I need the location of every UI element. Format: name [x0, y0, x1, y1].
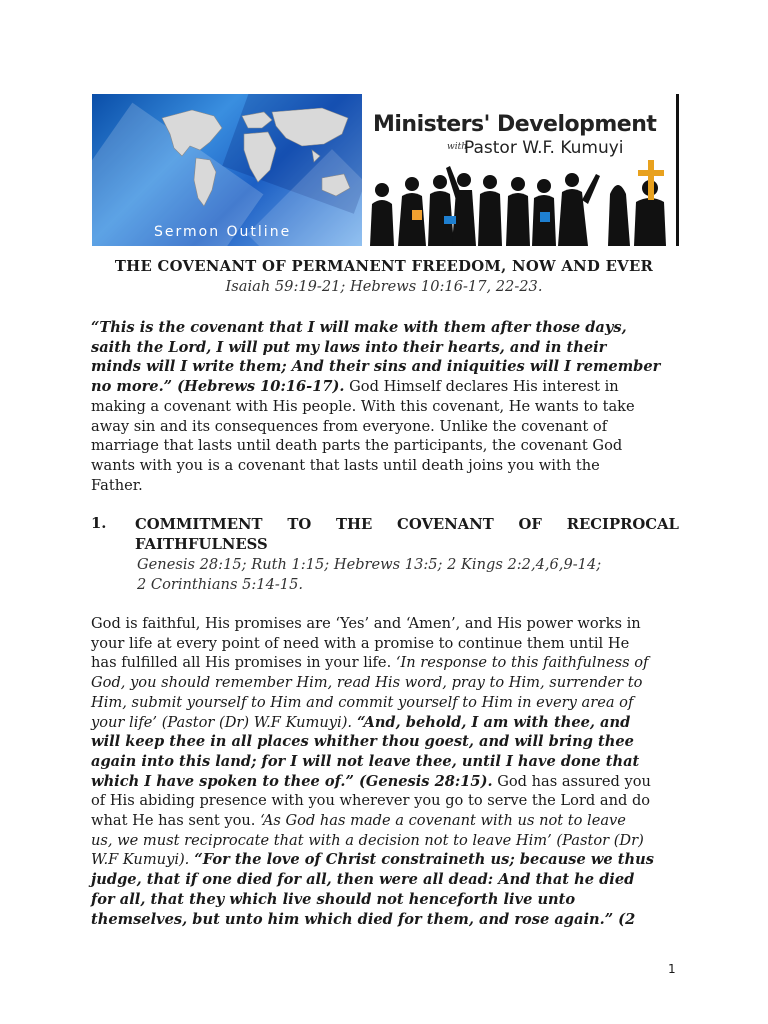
document-scripture-refs: Isaiah 59:19-21; Hebrews 10:16-17, 22-23.	[225, 278, 543, 295]
sermon-banner	[92, 94, 679, 246]
intro-line: wants with you is a covenant that lasts until death joins you with the	[91, 456, 600, 474]
intro-quote-line: “This is the covenant that I will make with them after those days,	[91, 319, 627, 336]
page-number: 1	[668, 962, 676, 976]
intro-quote-line: minds will I write them; And their sins and iniquities will I remember	[91, 358, 661, 376]
intro-quote-line: saith the Lord, I will put my laws into their hearts, and in their	[91, 338, 607, 356]
section-heading-line: FAITHFULNESS	[135, 536, 268, 553]
body-line: W.F Kumuyi). “For the love of Christ constraineth us; because we thus	[91, 851, 654, 869]
body-line: your life at every point of need with a promise to continue them until He	[91, 634, 630, 652]
sermon-outline-label: Sermon Outline	[154, 224, 292, 240]
intro-line: away sin and its consequences from everyone. Unlike the covenant of	[91, 417, 608, 435]
section-heading-line: COMMITMENT TO THE COVENANT OF RECIPROCAL	[135, 516, 679, 533]
body-line: of His abiding presence with you wherever you go to serve the Lord and do	[91, 792, 651, 810]
intro-line: making a covenant with His people. With this covenant, He wants to take	[91, 397, 635, 415]
ministers-silhouettes-icon	[360, 160, 676, 246]
body-line: which I have spoken to thee of.” (Genesis 28:15). God has assured you	[91, 772, 651, 790]
intro-paragraph	[91, 318, 679, 495]
section-scripture-refs: Genesis 28:15; Ruth 1:15; Hebrews 13:5; 2 Kings 2:2,4,6,9-14; 2 Corinthians 5:14-15.	[137, 556, 602, 593]
body-line: what He has sent you. ‘As God has made a covenant with us not to leave	[91, 812, 626, 830]
body-line: us, we must reciprocate that with a decision not to leave Him’ (Pastor (Dr)	[91, 831, 644, 849]
intro-line: Father.	[91, 476, 143, 494]
section-number: 1.	[91, 515, 107, 532]
intro-line: marriage that lasts until death parts the participants, the covenant God	[91, 437, 623, 455]
body-paragraph	[91, 614, 679, 929]
body-line: Him, submit yourself to Him and commit yourself to Him in every area of	[91, 693, 634, 711]
document-title: THE COVENANT OF PERMANENT FREEDOM, NOW AND EVER	[114, 258, 654, 275]
body-line: will keep thee in all places whither thou goest, and will bring thee	[91, 733, 634, 751]
body-line: for all, that they which live should not henceforth live unto	[91, 890, 576, 908]
banner-with-text: with	[447, 142, 467, 152]
section-heading	[135, 515, 679, 555]
body-line: themselves, but unto him which died for them, and rose again.” (2	[91, 910, 636, 928]
banner-globe-panel	[92, 94, 362, 246]
body-line: has fulfilled all His promises in your life. ‘In response to this faithfulness of	[91, 654, 649, 672]
body-line: judge, that if one died for all, then were all dead: And that he died	[91, 871, 635, 889]
body-line: again into this land; for I will not leave thee, until I have done that	[91, 752, 640, 770]
banner-pastor-name: Pastor W.F. Kumuyi	[464, 138, 624, 158]
intro-line: no more.” (Hebrews 10:16-17). God Himself declares His interest in	[91, 378, 619, 396]
body-line: God is faithful, His promises are ‘Yes’ and ‘Amen’, and His power works in	[91, 615, 641, 632]
banner-title: Ministers' Development	[373, 112, 657, 137]
body-line: God, you should remember Him, read His word, pray to Him, surrender to	[91, 674, 643, 692]
body-line: your life’ (Pastor (Dr) W.F Kumuyi). “And, behold, I am with thee, and	[91, 713, 631, 731]
world-map-icon	[152, 98, 362, 218]
